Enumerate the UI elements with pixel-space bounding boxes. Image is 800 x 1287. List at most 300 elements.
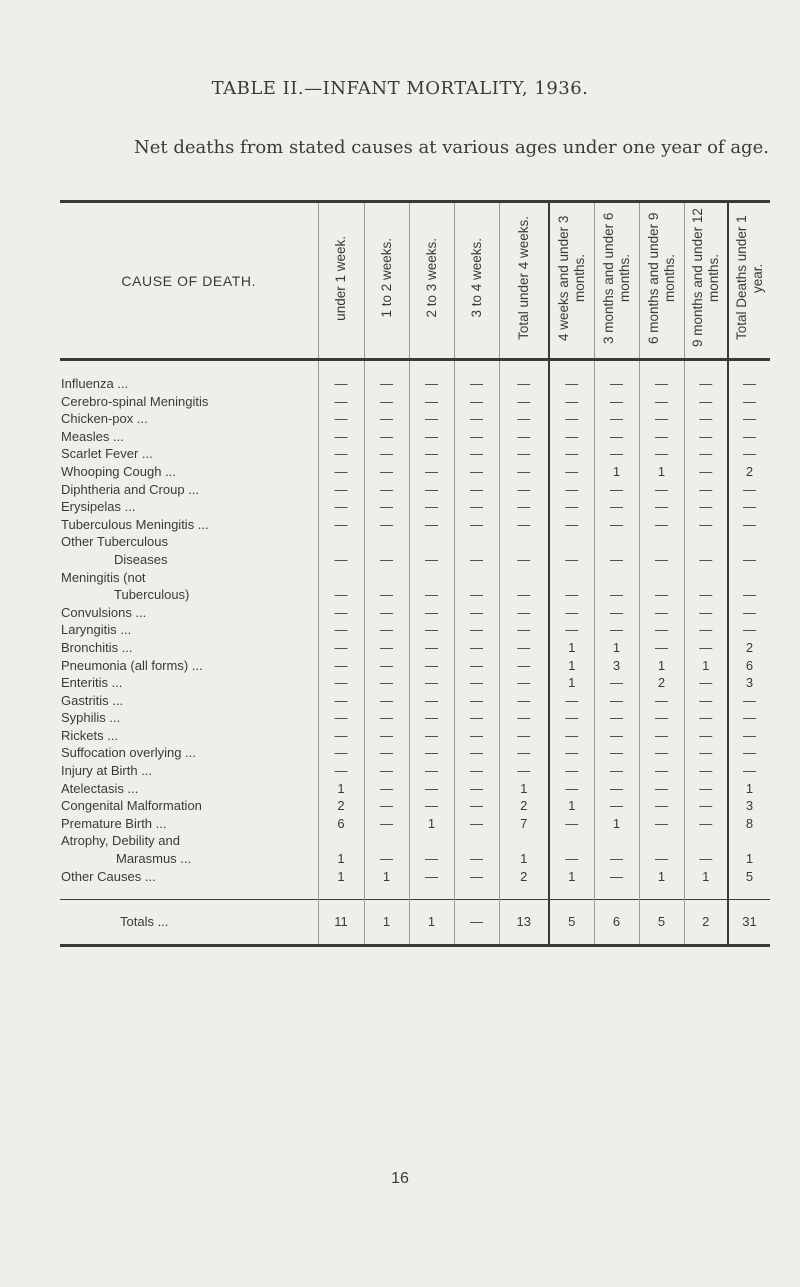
table-row: [60, 639, 770, 657]
cause-cell: Tuberculous): [114, 587, 190, 603]
value-cell: —: [684, 393, 728, 411]
value-cell: —: [684, 586, 728, 604]
cause-column-header: CAUSE OF DEATH.: [60, 202, 318, 360]
value-cell: 31: [728, 900, 770, 946]
value-cell: [639, 832, 684, 850]
value-cell: —: [549, 744, 594, 762]
value-cell: [549, 832, 594, 850]
value-cell: —: [364, 762, 409, 780]
value-cell: —: [684, 797, 728, 815]
cause-cell: Influenza ...: [61, 376, 129, 391]
value-cell: —: [549, 762, 594, 780]
value-cell: —: [639, 797, 684, 815]
table-row: [60, 868, 770, 886]
value-cell: —: [364, 481, 409, 499]
value-cell: [454, 569, 499, 587]
value-cell: —: [728, 410, 770, 428]
value-cell: —: [409, 516, 454, 534]
cause-cell: Atelectasis ...: [61, 780, 139, 796]
value-cell: —: [639, 762, 684, 780]
value-cell: —: [499, 744, 549, 762]
value-cell: —: [409, 375, 454, 393]
value-cell: —: [594, 604, 639, 622]
value-cell: —: [409, 463, 454, 481]
value-cell: —: [639, 744, 684, 762]
value-cell: —: [364, 586, 409, 604]
value-cell: —: [684, 481, 728, 499]
value-cell: —: [639, 727, 684, 745]
value-cell: 1: [684, 657, 728, 675]
value-cell: —: [728, 727, 770, 745]
value-cell: —: [639, 586, 684, 604]
totals-row: [60, 900, 770, 946]
value-cell: —: [409, 850, 454, 868]
value-cell: —: [549, 445, 594, 463]
value-cell: —: [639, 621, 684, 639]
cause-cell: Other Causes ...: [61, 868, 156, 884]
value-cell: 1: [728, 850, 770, 868]
value-cell: —: [549, 850, 594, 868]
value-cell: —: [499, 657, 549, 675]
value-cell: —: [728, 692, 770, 710]
value-cell: —: [728, 375, 770, 393]
value-cell: —: [364, 692, 409, 710]
value-cell: —: [549, 428, 594, 446]
value-cell: 1: [318, 868, 364, 886]
value-cell: 1: [549, 868, 594, 886]
column-header: under 1 week.: [333, 235, 348, 321]
value-cell: —: [684, 604, 728, 622]
value-cell: [409, 569, 454, 587]
value-cell: —: [409, 445, 454, 463]
value-cell: —: [728, 604, 770, 622]
value-cell: —: [454, 674, 499, 692]
value-cell: —: [639, 516, 684, 534]
value-cell: —: [454, 463, 499, 481]
value-cell: —: [409, 727, 454, 745]
value-cell: [549, 569, 594, 587]
value-cell: —: [318, 709, 364, 727]
value-cell: —: [728, 481, 770, 499]
table-row: [60, 428, 770, 446]
value-cell: —: [454, 551, 499, 569]
value-cell: —: [409, 709, 454, 727]
value-cell: —: [639, 692, 684, 710]
value-cell: —: [728, 586, 770, 604]
value-cell: —: [684, 727, 728, 745]
value-cell: —: [594, 727, 639, 745]
value-cell: 1: [409, 900, 454, 946]
value-cell: —: [594, 692, 639, 710]
value-cell: 13: [499, 900, 549, 946]
table-row: [60, 586, 770, 604]
table-body: [60, 360, 770, 946]
value-cell: 3: [594, 657, 639, 675]
value-cell: —: [409, 780, 454, 798]
value-cell: —: [499, 428, 549, 446]
value-cell: —: [499, 727, 549, 745]
intro-text: Net deaths from stated causes at various ages under one year of age.: [134, 137, 769, 158]
value-cell: —: [318, 516, 364, 534]
value-cell: —: [318, 463, 364, 481]
value-cell: —: [454, 815, 499, 833]
value-cell: —: [728, 428, 770, 446]
value-cell: [454, 832, 499, 850]
value-cell: —: [684, 516, 728, 534]
value-cell: 2: [728, 639, 770, 657]
value-cell: 2: [728, 463, 770, 481]
column-header: 6 months and under 9 months.: [645, 212, 677, 344]
value-cell: —: [318, 621, 364, 639]
table-row: [60, 850, 770, 868]
value-cell: —: [594, 762, 639, 780]
value-cell: —: [409, 744, 454, 762]
value-cell: 2: [318, 797, 364, 815]
value-cell: [318, 533, 364, 551]
value-cell: —: [594, 621, 639, 639]
cause-cell: Diseases: [114, 551, 168, 567]
value-cell: —: [454, 604, 499, 622]
cause-cell: Laryngitis ...: [61, 622, 132, 638]
value-cell: —: [684, 780, 728, 798]
table-row: [60, 410, 770, 428]
cause-cell: Meningitis (not: [61, 569, 146, 585]
value-cell: —: [639, 375, 684, 393]
value-cell: 1: [364, 868, 409, 886]
value-cell: —: [594, 551, 639, 569]
value-cell: —: [364, 410, 409, 428]
table-row: [60, 692, 770, 710]
cause-cell: Congenital Malformation: [61, 798, 202, 814]
value-cell: —: [364, 463, 409, 481]
value-cell: —: [454, 744, 499, 762]
page-title: TABLE II.—INFANT MORTALITY, 1936.: [211, 78, 589, 99]
table-row: [60, 797, 770, 815]
value-cell: —: [364, 744, 409, 762]
cause-cell: Scarlet Fever ...: [61, 446, 153, 462]
value-cell: —: [684, 621, 728, 639]
value-cell: [454, 533, 499, 551]
value-cell: [318, 832, 364, 850]
value-cell: —: [454, 709, 499, 727]
value-cell: [684, 832, 728, 850]
value-cell: —: [728, 621, 770, 639]
value-cell: —: [454, 797, 499, 815]
value-cell: —: [639, 709, 684, 727]
table-row: [60, 481, 770, 499]
table-row: [60, 445, 770, 463]
cause-cell: Premature Birth ...: [61, 815, 167, 831]
value-cell: —: [594, 586, 639, 604]
value-cell: —: [549, 481, 594, 499]
value-cell: 2: [639, 674, 684, 692]
value-cell: —: [684, 551, 728, 569]
value-cell: 2: [684, 900, 728, 946]
value-cell: 1: [639, 657, 684, 675]
column-header: 3 months and under 6 months.: [600, 212, 632, 344]
cause-cell: Chicken-pox ...: [61, 411, 148, 427]
value-cell: —: [499, 551, 549, 569]
value-cell: —: [499, 674, 549, 692]
value-cell: —: [364, 780, 409, 798]
value-cell: —: [454, 481, 499, 499]
value-cell: —: [499, 639, 549, 657]
column-header: Total Deaths under 1 year.: [733, 215, 765, 341]
value-cell: —: [318, 639, 364, 657]
column-header: 2 to 3 weeks.: [423, 238, 439, 318]
value-cell: [409, 832, 454, 850]
value-cell: —: [684, 463, 728, 481]
table-row: [60, 709, 770, 727]
value-cell: 1: [318, 850, 364, 868]
value-cell: —: [409, 428, 454, 446]
cause-cell: Tuberculous Meningitis ...: [61, 516, 209, 532]
value-cell: —: [454, 621, 499, 639]
value-cell: —: [639, 498, 684, 516]
value-cell: —: [364, 727, 409, 745]
value-cell: —: [594, 744, 639, 762]
cause-cell: Diphtheria and Croup ...: [61, 481, 200, 497]
value-cell: —: [639, 780, 684, 798]
value-cell: —: [318, 393, 364, 411]
value-cell: 1: [499, 780, 549, 798]
column-header: 4 weeks and under 3 months.: [555, 215, 587, 341]
value-cell: —: [684, 498, 728, 516]
value-cell: —: [318, 428, 364, 446]
value-cell: 3: [728, 674, 770, 692]
table-row: [60, 516, 770, 534]
value-cell: [594, 569, 639, 587]
value-cell: —: [318, 586, 364, 604]
value-cell: —: [684, 428, 728, 446]
column-header: 1 to 2 weeks.: [378, 238, 394, 318]
cause-cell: Suffocation overlying ...: [61, 745, 196, 761]
value-cell: —: [409, 551, 454, 569]
value-cell: 5: [728, 868, 770, 886]
value-cell: —: [318, 674, 364, 692]
value-cell: [499, 832, 549, 850]
value-cell: —: [364, 850, 409, 868]
value-cell: —: [549, 780, 594, 798]
cause-cell: Rickets ...: [61, 727, 119, 743]
value-cell: —: [499, 586, 549, 604]
value-cell: 1: [684, 868, 728, 886]
value-cell: —: [684, 744, 728, 762]
value-cell: —: [364, 516, 409, 534]
value-cell: [594, 533, 639, 551]
value-cell: —: [594, 780, 639, 798]
cause-cell: Other Tuberculous: [61, 534, 168, 550]
value-cell: —: [318, 445, 364, 463]
value-cell: —: [409, 498, 454, 516]
value-cell: —: [684, 639, 728, 657]
value-cell: —: [549, 604, 594, 622]
value-cell: 5: [549, 900, 594, 946]
value-cell: —: [499, 762, 549, 780]
table-row: [60, 674, 770, 692]
value-cell: —: [318, 744, 364, 762]
value-cell: —: [454, 657, 499, 675]
value-cell: [684, 533, 728, 551]
value-cell: 5: [639, 900, 684, 946]
value-cell: —: [728, 709, 770, 727]
table-row: [60, 727, 770, 745]
value-cell: —: [409, 762, 454, 780]
value-cell: —: [318, 551, 364, 569]
value-cell: —: [454, 762, 499, 780]
value-cell: —: [549, 621, 594, 639]
value-cell: 1: [594, 463, 639, 481]
value-cell: —: [364, 445, 409, 463]
value-cell: —: [549, 410, 594, 428]
value-cell: —: [594, 410, 639, 428]
value-cell: 7: [499, 815, 549, 833]
value-cell: —: [364, 639, 409, 657]
value-cell: —: [318, 762, 364, 780]
header-row: [60, 202, 770, 360]
value-cell: —: [499, 498, 549, 516]
value-cell: —: [454, 692, 499, 710]
value-cell: [318, 569, 364, 587]
column-header: Total under 4 weeks.: [515, 216, 531, 340]
value-cell: 1: [549, 797, 594, 815]
value-cell: —: [684, 762, 728, 780]
value-cell: —: [639, 639, 684, 657]
table-row: [60, 551, 770, 569]
value-cell: —: [318, 692, 364, 710]
value-cell: 6: [728, 657, 770, 675]
cause-cell: Injury at Birth ...: [61, 763, 153, 779]
value-cell: —: [549, 709, 594, 727]
value-cell: —: [499, 604, 549, 622]
cause-cell: Bronchitis ...: [61, 639, 133, 655]
value-cell: —: [728, 445, 770, 463]
value-cell: 1: [594, 815, 639, 833]
value-cell: —: [454, 375, 499, 393]
cause-cell: Convulsions ...: [61, 604, 147, 620]
value-cell: —: [639, 604, 684, 622]
value-cell: 1: [364, 900, 409, 946]
value-cell: —: [639, 551, 684, 569]
table-row: [60, 657, 770, 675]
value-cell: 1: [409, 815, 454, 833]
value-cell: [499, 533, 549, 551]
value-cell: —: [409, 586, 454, 604]
value-cell: —: [684, 445, 728, 463]
value-cell: —: [364, 498, 409, 516]
value-cell: —: [409, 797, 454, 815]
value-cell: —: [639, 815, 684, 833]
value-cell: —: [364, 393, 409, 411]
value-cell: —: [364, 797, 409, 815]
value-cell: [409, 533, 454, 551]
value-cell: —: [728, 516, 770, 534]
value-cell: —: [639, 410, 684, 428]
value-cell: [549, 533, 594, 551]
value-cell: [684, 569, 728, 587]
cause-cell: Totals ...: [60, 900, 318, 946]
value-cell: —: [549, 692, 594, 710]
value-cell: —: [454, 498, 499, 516]
value-cell: —: [499, 709, 549, 727]
value-cell: [639, 533, 684, 551]
table-row: [60, 569, 770, 587]
table-row: [60, 744, 770, 762]
value-cell: —: [318, 657, 364, 675]
value-cell: —: [409, 639, 454, 657]
value-cell: —: [639, 850, 684, 868]
value-cell: —: [499, 516, 549, 534]
value-cell: —: [549, 393, 594, 411]
value-cell: 8: [728, 815, 770, 833]
value-cell: —: [454, 586, 499, 604]
value-cell: —: [454, 445, 499, 463]
value-cell: —: [409, 410, 454, 428]
value-cell: —: [594, 375, 639, 393]
value-cell: [728, 832, 770, 850]
value-cell: [728, 533, 770, 551]
value-cell: —: [728, 744, 770, 762]
value-cell: —: [364, 815, 409, 833]
value-cell: —: [409, 393, 454, 411]
value-cell: 2: [499, 868, 549, 886]
value-cell: —: [364, 428, 409, 446]
value-cell: [639, 569, 684, 587]
value-cell: —: [639, 428, 684, 446]
value-cell: 3: [728, 797, 770, 815]
infant-mortality-table: [60, 200, 770, 947]
value-cell: 6: [318, 815, 364, 833]
table-row: [60, 762, 770, 780]
value-cell: —: [594, 498, 639, 516]
table-row: [60, 604, 770, 622]
table-row: [60, 780, 770, 798]
value-cell: —: [594, 481, 639, 499]
table-row: [60, 393, 770, 411]
value-cell: —: [409, 481, 454, 499]
value-cell: 2: [499, 797, 549, 815]
value-cell: —: [364, 709, 409, 727]
value-cell: —: [499, 410, 549, 428]
value-cell: —: [549, 375, 594, 393]
value-cell: —: [409, 674, 454, 692]
value-cell: —: [684, 375, 728, 393]
value-cell: —: [594, 428, 639, 446]
value-cell: —: [728, 762, 770, 780]
value-cell: —: [594, 445, 639, 463]
value-cell: —: [594, 850, 639, 868]
value-cell: —: [318, 481, 364, 499]
value-cell: 1: [318, 780, 364, 798]
value-cell: —: [549, 551, 594, 569]
value-cell: —: [684, 692, 728, 710]
value-cell: —: [499, 393, 549, 411]
value-cell: —: [364, 604, 409, 622]
value-cell: —: [409, 657, 454, 675]
value-cell: [364, 569, 409, 587]
value-cell: —: [549, 815, 594, 833]
value-cell: —: [499, 621, 549, 639]
cause-cell: Erysipelas ...: [61, 499, 136, 515]
value-cell: —: [454, 393, 499, 411]
value-cell: —: [594, 709, 639, 727]
value-cell: —: [639, 445, 684, 463]
value-cell: —: [594, 393, 639, 411]
value-cell: —: [318, 410, 364, 428]
value-cell: —: [454, 410, 499, 428]
value-cell: —: [639, 393, 684, 411]
value-cell: —: [409, 692, 454, 710]
